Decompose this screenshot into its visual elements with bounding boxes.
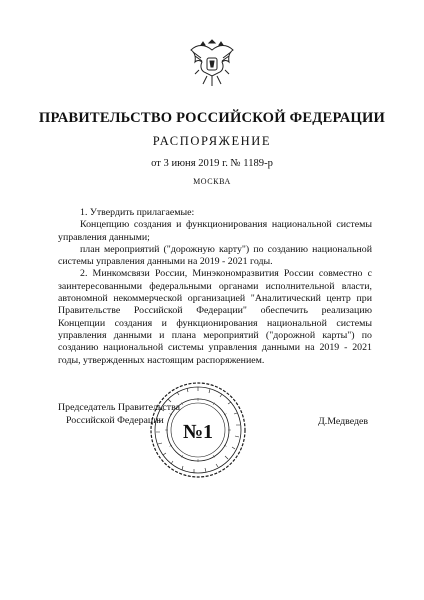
paragraph: план мероприятий ("дорожную карту") по созданию национальной системы управления данными на 2019 - 2021 годы.	[58, 243, 372, 268]
paragraph: Концепцию создания и функционирования национальной системы управления данными;	[58, 219, 372, 243]
signatory-title-line2: Российской Федерации	[66, 414, 164, 426]
document-city: МОСКВА	[193, 177, 231, 186]
document-body	[58, 207, 372, 367]
signatory-title-line1: Председатель Правительства	[58, 402, 180, 413]
signatory-name: Д.Медведев	[318, 416, 369, 427]
document-date-number: от 3 июня 2019 г. № 1189-р	[151, 158, 273, 169]
paragraph: 2. Минкомсвязи России, Минэкономразвития России совместно с заинтересованными федеральными органами исполнительной власти, автономной некоммерческой организацией "Аналитический центр при Правительстве Российской Федерации" обеспечить реализацию Концепции создания и функционирования национальной системы управления данными и плана мероприятий ("дорожной карты") по созданию национальной системы управления данными на 2019 - 2021 годы, утвержденных настоящим распоряжением.	[58, 268, 372, 366]
coat-of-arms-emblem	[187, 36, 237, 90]
stamp-number: №1	[182, 421, 214, 443]
paragraph: 1. Утвердить прилагаемые:	[80, 207, 195, 218]
document-type: РАСПОРЯЖЕНИЕ	[152, 134, 272, 148]
government-title: ПРАВИТЕЛЬСТВО РОССИЙСКОЙ ФЕДЕРАЦИИ	[38, 110, 386, 126]
official-stamp	[148, 380, 248, 480]
